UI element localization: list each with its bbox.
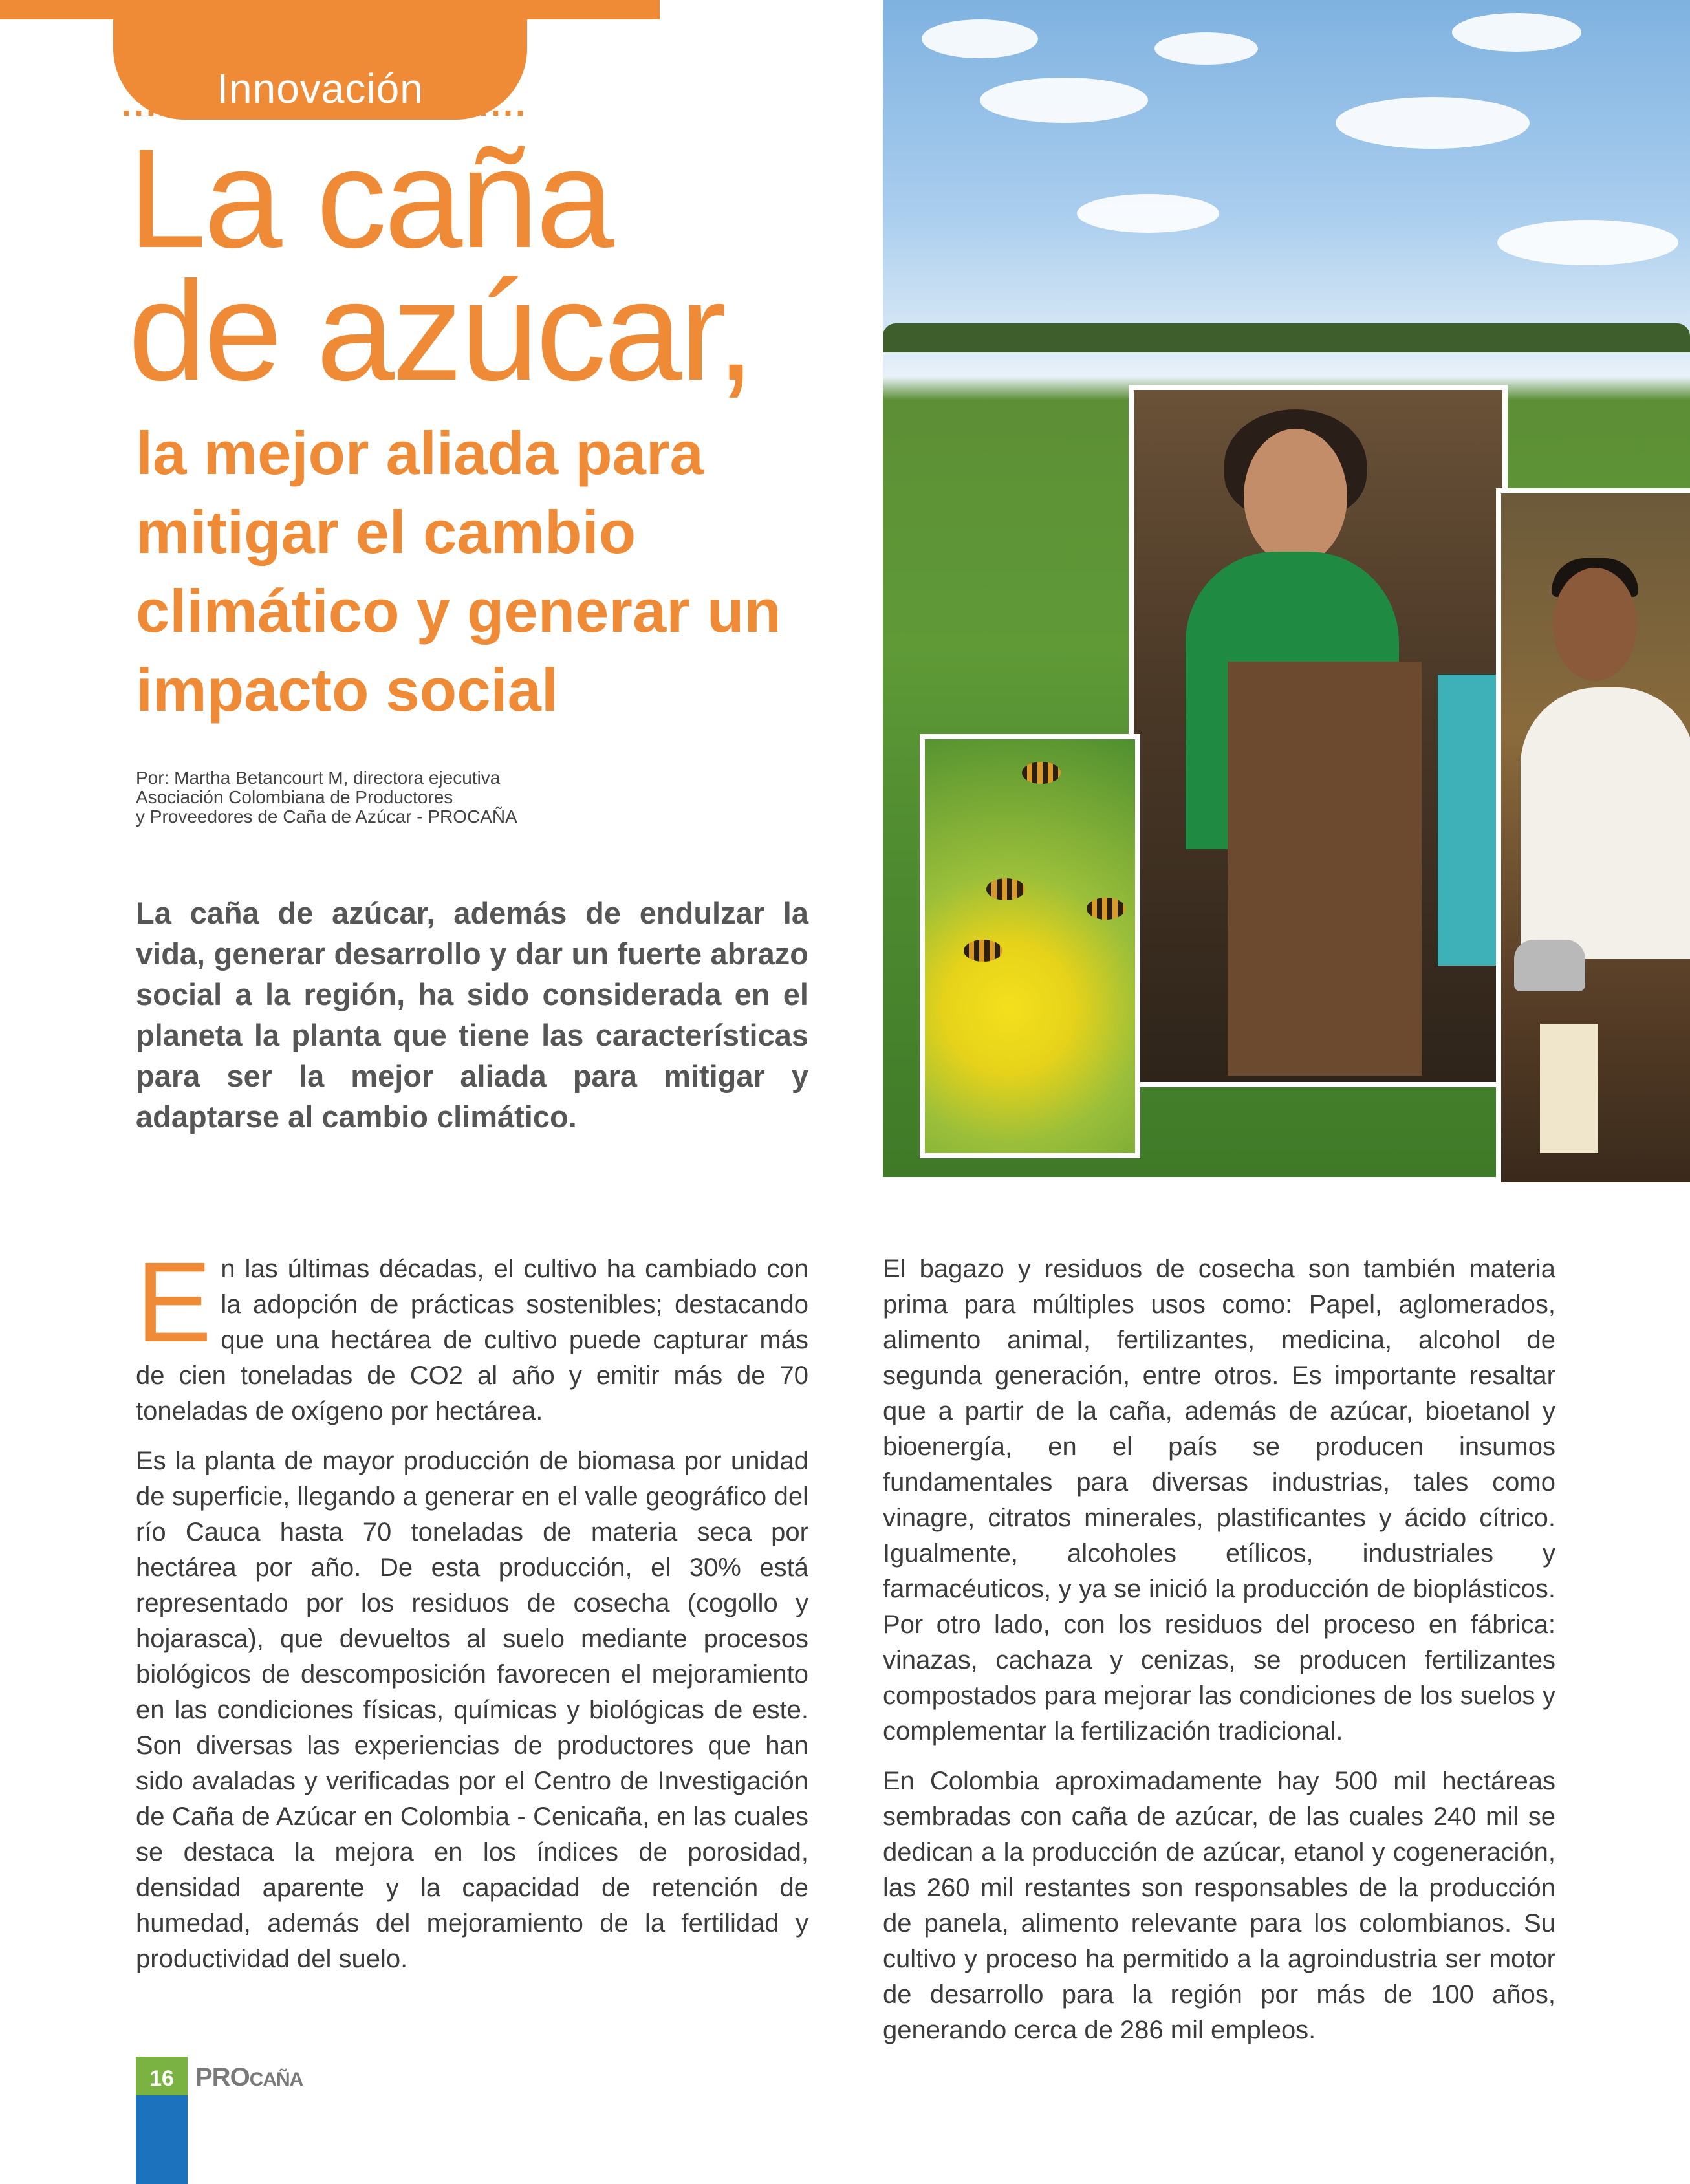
brand-logo bbox=[195, 2063, 303, 2092]
podium bbox=[1228, 662, 1422, 1076]
byline-line-1: Por: Martha Betancourt M, directora ejecutiva bbox=[136, 768, 501, 788]
bee-icon bbox=[986, 878, 1025, 900]
byline bbox=[136, 768, 718, 827]
body-paragraph-4: En Colombia aproximadamente hay 500 mil hectáreas sembradas con caña de azúcar, de las cuales 240 mil se dedican a la producción de azúcar, etanol y cogeneración, las 260 mil restantes son responsables de la producción de panela, alimento relevante para los colombianos. Su cultivo y proceso ha permitido a la agroindustria ser motor de desarrollo para la región por más de 100 años, generando cerca de 286 mil empleos. bbox=[883, 1767, 1555, 2044]
kettle bbox=[1514, 940, 1585, 991]
body-column-left bbox=[136, 1239, 808, 1991]
byline-line-2: Asociación Colombiana de Productores bbox=[136, 787, 453, 807]
bee-icon bbox=[1022, 762, 1061, 784]
cloud-shape bbox=[1336, 97, 1530, 149]
article-subtitle: la mejor aliada para mitigar el cambio climático y generar un impacto social bbox=[136, 419, 781, 724]
drop-cap: E bbox=[136, 1239, 212, 1366]
brand-cana: CAÑA bbox=[249, 2069, 303, 2090]
body-paragraph-3: El bagazo y residuos de cosecha son también materia prima para múltiples usos como: Papel, aglomerados, alimento animal, fertilizantes, medicina, alcohol de segunda generación, entre otros. Es importante resaltar que a partir de la caña, además de azúcar, bioetanol y bioenergía, en el país se producen insumos fundamentales para diversas industrias, tales como vinagre, citratos minerales, plastificantes y ácido cítrico. Igualmente, alcoholes etílicos, industriales y farmacéuticos, y ya se inició la producción de bioplásticos. Por otro lado, con los residuos del proceso en fábrica: vinazas, cachaza y cenizas, se producen fertilizantes compostados para mejorar las condiciones de los suelos y complementar la fertilización tradicional. bbox=[883, 1255, 1555, 1746]
body-paragraph-1-text: n las últimas décadas, el cultivo ha cambiado con la adopción de prácticas sostenibles; destacando que una hectárea de cultivo puede capturar más de cien toneladas de CO2 al año y emitir más de 70 toneladas de oxígeno por hectárea. bbox=[136, 1255, 808, 1425]
page-number: 16 bbox=[149, 2066, 174, 2091]
cloud-shape bbox=[1452, 13, 1581, 52]
bees-flower-photo bbox=[920, 734, 1140, 1158]
bee-icon bbox=[964, 940, 1002, 962]
article-title bbox=[128, 120, 872, 410]
cloud-shape bbox=[1077, 194, 1219, 233]
screen bbox=[1438, 675, 1502, 966]
bee-icon bbox=[1087, 898, 1125, 920]
speaker-head bbox=[1244, 429, 1347, 565]
producer-photo bbox=[1496, 488, 1690, 1182]
brand-pro: PRO bbox=[195, 2063, 250, 2092]
body-paragraph-2: Es la planta de mayor producción de biomasa por unidad de superficie, llegando a generar en el valle geográfico del río Cauca hasta 70 toneladas de materia seca por hectárea por año. De esta producción, el 30% está representado por los residuos de cosecha (cogollo y hojarasca), que devueltos al suelo mediante procesos biológicos de descomposición favorecen el mejoramiento en las condiciones físicas, químicas y biológicas de este. Son diversas las experiencias de productores que han sido avaladas y verificadas por el Centro de Investigación de Caña de Azúcar en Colombia - Cenicaña, en las cuales se destaca la mejora en los índices de porosidad, densidad aparente y la capacidad de retención de humedad, además del mejoramiento de la fertilidad y productividad del suelo. bbox=[136, 1447, 808, 1973]
article-title-line-2: de azúcar, bbox=[128, 253, 753, 410]
cloud-shape bbox=[922, 19, 1038, 58]
coffee-bag bbox=[1540, 1024, 1598, 1153]
section-dots-left: .... bbox=[122, 85, 171, 124]
cloud-shape bbox=[980, 78, 1148, 123]
body-paragraph-1 bbox=[136, 1239, 808, 1429]
section-dots-right: .... bbox=[479, 85, 528, 124]
cloud-shape bbox=[1497, 220, 1678, 265]
cloud-shape bbox=[1154, 32, 1258, 65]
body-column-right bbox=[883, 1251, 1555, 2062]
producer-shirt bbox=[1521, 687, 1690, 959]
article-title-line-1: La caña bbox=[128, 120, 612, 277]
lead-paragraph: La caña de azúcar, además de endulzar la vida, generar desarrollo y dar un fuerte abrazo social a la región, ha sido considerada en el planeta la planta que tiene las características para ser la mejor aliada para mitigar y adaptarse al cambio climático. bbox=[136, 896, 808, 1134]
byline-line-3: y Proveedores de Caña de Azúcar - PROCAÑA bbox=[136, 806, 517, 827]
producer-head bbox=[1553, 568, 1637, 681]
treeline bbox=[883, 323, 1690, 352]
section-label: Innovación bbox=[217, 65, 424, 112]
speaker-photo bbox=[1129, 385, 1508, 1087]
